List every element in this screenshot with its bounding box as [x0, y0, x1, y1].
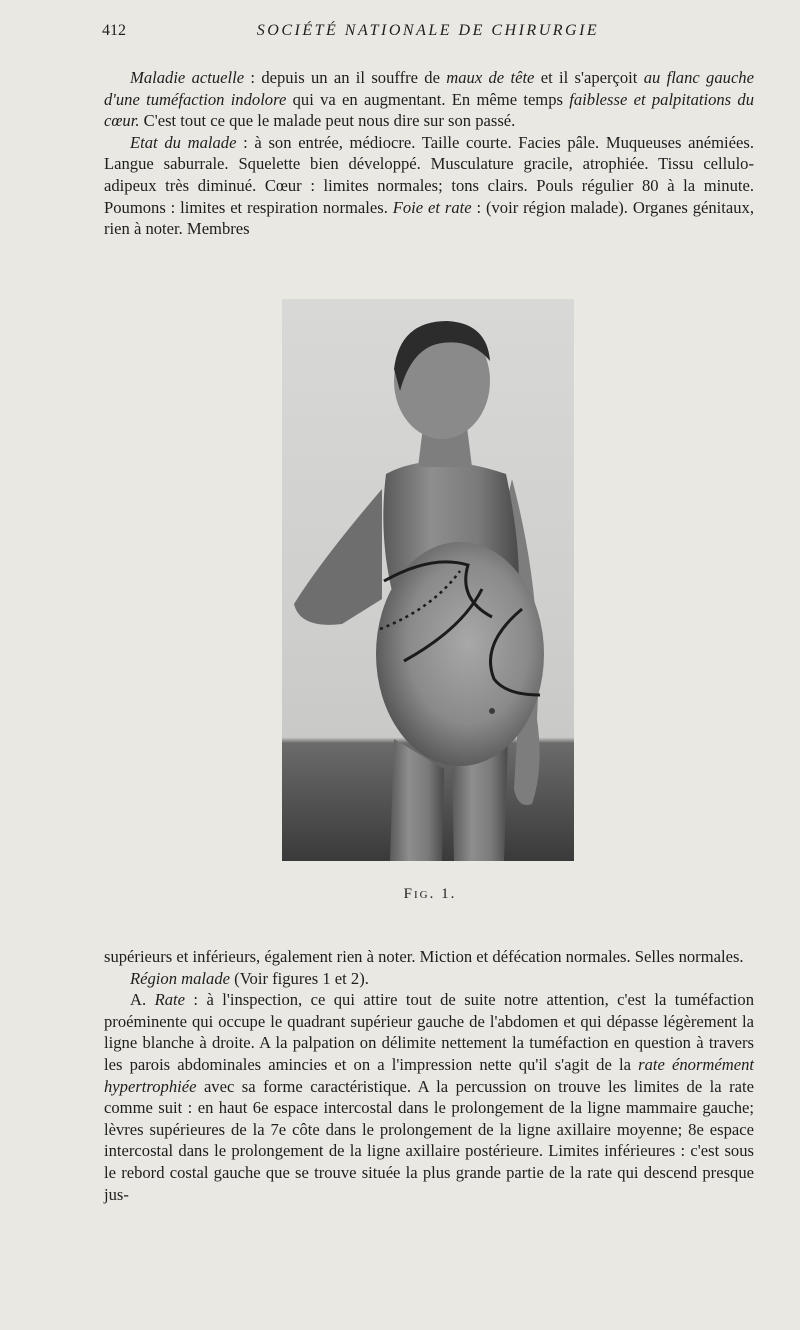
- text-block-bottom: [104, 946, 754, 1205]
- figure-caption: Fig. 1.: [403, 886, 457, 902]
- text-block-top: [104, 67, 754, 240]
- paragraph-rate: A. Rate : à l'inspection, ce qui attire tout de suite notre attention, c'est la tuméfaction proéminente qui occupe le quadrant supérieur gauche de l'abdomen et qui dépasse légèrement la ligne blanche à droite. A la palpation on délimite nettement la tuméfaction en question à travers les parois abdominales amincies et on a l'impression nette qu'il s'agit de la rate énormément hypertrophiée avec sa forme caractéristique. A la percussion on trouve les limites de la rate comme suit : en haut 6e espace intercostal dans le prolongement de la ligne mammaire gauche; lèvres supérieures de la 7e côte dans le prolongement de la ligne axillaire moyenne; 8e espace intercostal dans le prolongement de la ligne axillaire postérieure. Limites inférieures : c'est sous le rebord costal gauche que se trouve située la plus grande partie de la rate qui descend presque jus-: [104, 990, 755, 1204]
- page-number: 412: [102, 22, 126, 39]
- page-header: [102, 22, 754, 44]
- running-title: SOCIÉTÉ NATIONALE DE CHIRURGIE: [256, 22, 600, 39]
- figure-photograph: [282, 299, 574, 861]
- paragraph-etat-du-malade: Etat du malade : à son entrée, médiocre. Taille courte. Facies pâle. Muqueuses anémiées. Langue saburrale. Squelette bien développé. Musculature gracile, atrophiée. Tissu cellulo-adipeux très diminué. Cœur : limites normales; tons clairs. Pouls régulier 80 à la minute. Poumons : limites et respiration normales. Foie et rate : (voir région malade). Organes génitaux, rien à noter. Membres: [104, 132, 754, 239]
- paragraph-maladie-actuelle: Maladie actuelle : depuis un an il souffre de maux de tête et il s'aperçoit au flanc gauche d'une tuméfaction indolore qui va en augmentant. En même temps faiblesse et palpitations du cœur. C'est tout ce que le malade peut nous dire sur son passé.: [104, 68, 755, 131]
- paragraph-continuation: supérieurs et inférieurs, également rien à noter. Miction et défécation normales. Selles normales.: [104, 947, 744, 966]
- paragraph-region-malade: Région malade (Voir figures 1 et 2).: [130, 968, 369, 988]
- patient-photo-illustration: [282, 299, 574, 861]
